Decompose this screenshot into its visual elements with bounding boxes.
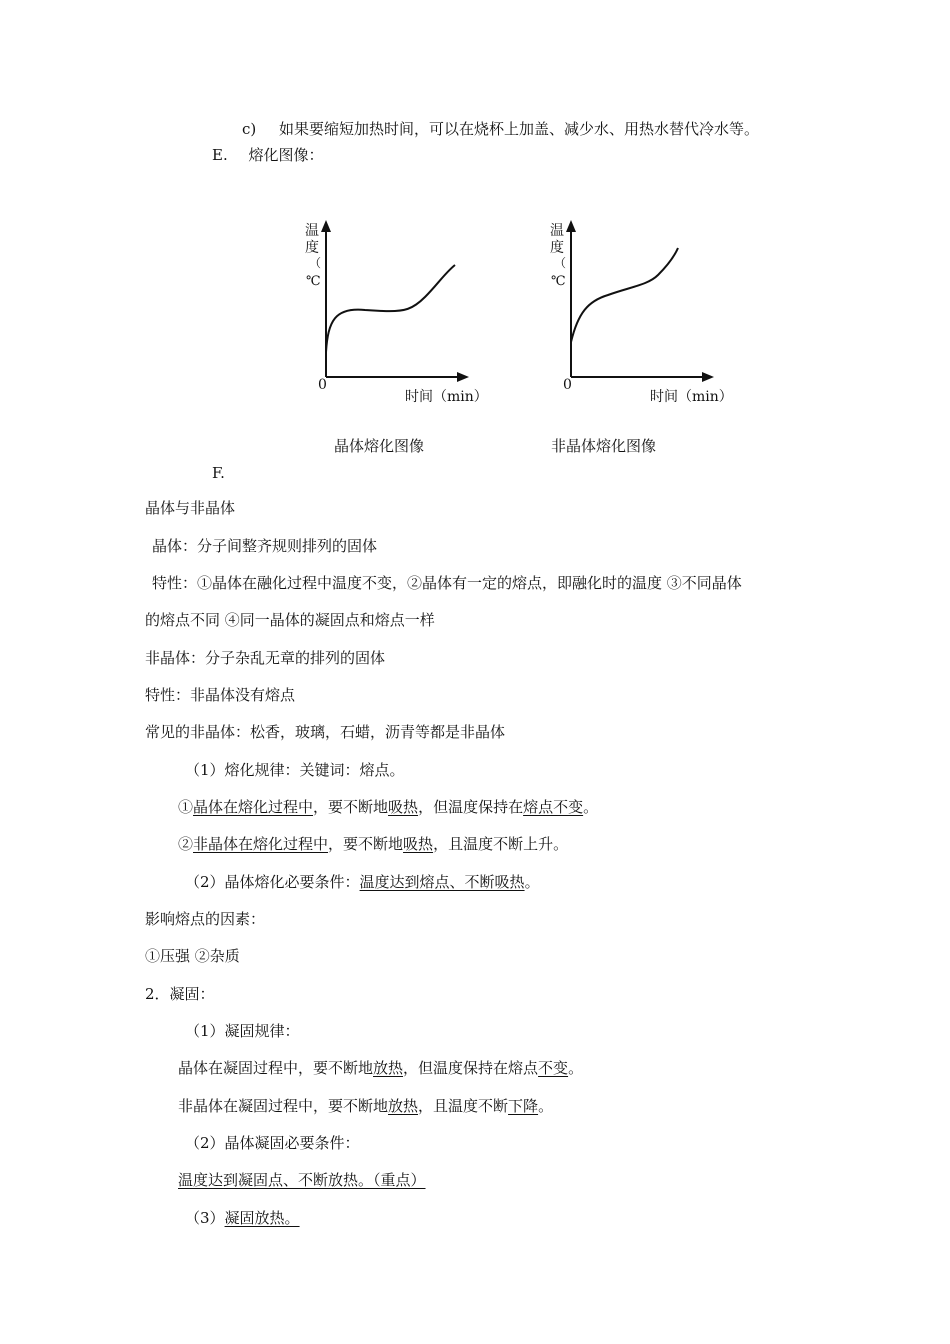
solidification-condition bbox=[178, 1170, 426, 1190]
rule-underlined: 下降 bbox=[508, 1097, 539, 1115]
rule-text: 。 bbox=[524, 873, 540, 891]
ylabel-char: 度 bbox=[305, 240, 319, 256]
origin-label: 0 bbox=[318, 377, 327, 393]
ylabel-char: 温 bbox=[550, 223, 564, 239]
rule-text: ，但温度保持在 bbox=[418, 798, 524, 816]
rule-text: 晶体在凝固过程中，要不断地 bbox=[178, 1059, 374, 1077]
rule-text: 非晶体在凝固过程中，要不断地 bbox=[178, 1097, 389, 1115]
ylabel-char: （ bbox=[309, 256, 322, 270]
rule-underlined: 非晶体在熔化过程中 bbox=[193, 835, 329, 853]
melting-rule-2 bbox=[178, 834, 568, 854]
solidification-rule-2 bbox=[178, 1096, 553, 1116]
y-axis-arrow bbox=[321, 220, 331, 232]
crystal-property-2: 的熔点不同 ④同一晶体的凝固点和熔点一样 bbox=[145, 611, 435, 629]
crystal-caption: 晶体熔化图像 bbox=[334, 437, 425, 455]
ylabel-char: 温 bbox=[305, 223, 319, 239]
rule-text: 。 bbox=[568, 1059, 584, 1077]
ylabel-char: 度 bbox=[550, 240, 564, 256]
rule-text: ，但温度保持在熔点 bbox=[403, 1059, 539, 1077]
amorphous-caption: 非晶体熔化图像 bbox=[551, 437, 657, 455]
rule-text: 。 bbox=[538, 1097, 554, 1115]
solidification-condition-heading: （2）晶体凝固必要条件： bbox=[185, 1134, 360, 1152]
factors-heading: 影响熔点的因素： bbox=[145, 910, 266, 928]
rule-text: （3） bbox=[185, 1209, 225, 1227]
item-marker: c) bbox=[242, 120, 257, 138]
section-title: 晶体与非晶体 bbox=[145, 499, 236, 517]
rule-underlined: 吸热 bbox=[403, 835, 434, 853]
rule-text: ① bbox=[178, 798, 194, 816]
origin-label: 0 bbox=[563, 377, 572, 393]
solidification-heat bbox=[185, 1208, 300, 1228]
common-amorphous: 常见的非晶体：松香，玻璃，石蜡，沥青等都是非晶体 bbox=[145, 723, 506, 741]
rule-text: ，要不断地 bbox=[328, 835, 404, 853]
rule-text: ，要不断地 bbox=[313, 798, 389, 816]
rule-underlined: 吸热 bbox=[388, 798, 419, 816]
melting-rule-1 bbox=[178, 797, 598, 817]
rule-text: ，且温度不断上升。 bbox=[433, 835, 569, 853]
rule-text: （2）晶体熔化必要条件： bbox=[185, 873, 360, 891]
rule-text: 。 bbox=[583, 798, 599, 816]
solidification-rule-heading: （1）凝固规律： bbox=[185, 1022, 300, 1040]
rule-underlined: 放热 bbox=[388, 1097, 419, 1115]
rule-underlined: 不变 bbox=[538, 1059, 569, 1077]
melting-condition bbox=[185, 872, 540, 892]
xlabel: 时间（min） bbox=[405, 389, 488, 405]
solidification-title: 2．凝固： bbox=[145, 985, 215, 1003]
factors-list: ①压强 ②杂质 bbox=[145, 947, 240, 965]
rule-underlined: 凝固放热。 bbox=[224, 1209, 300, 1227]
crystal-definition: 晶体：分子间整齐规则排列的固体 bbox=[152, 537, 378, 555]
ylabel-char: ℃ bbox=[551, 274, 566, 289]
rule-underlined: 温度达到凝固点、不断放热。（重点） bbox=[178, 1171, 426, 1189]
amorphous-property: 特性：非晶体没有熔点 bbox=[145, 686, 296, 704]
rule-text: ② bbox=[178, 835, 194, 853]
y-axis-arrow bbox=[566, 220, 576, 232]
crystal-melting-graph bbox=[295, 215, 495, 410]
item-marker: E. bbox=[212, 146, 228, 164]
ylabel-char: （ bbox=[554, 256, 567, 270]
rule-underlined: 晶体在熔化过程中 bbox=[193, 798, 314, 816]
melting-curve bbox=[571, 248, 678, 342]
ylabel-char: ℃ bbox=[306, 274, 321, 289]
melting-rule-heading: （1）熔化规律：关键词：熔点。 bbox=[185, 761, 405, 779]
solidification-rule-1 bbox=[178, 1058, 583, 1078]
x-axis-arrow bbox=[457, 372, 469, 382]
crystal-property-1: 特性：①晶体在融化过程中温度不变，②晶体有一定的熔点，即融化时的温度 ③不同晶体 bbox=[152, 574, 742, 592]
rule-text: ，且温度不断 bbox=[418, 1097, 509, 1115]
x-axis-arrow bbox=[702, 372, 714, 382]
item-text: 如果要缩短加热时间，可以在烧杯上加盖、减少水、用热水替代冷水等。 bbox=[279, 120, 760, 138]
amorphous-melting-graph bbox=[540, 215, 740, 410]
amorphous-definition: 非晶体：分子杂乱无章的排列的固体 bbox=[145, 649, 386, 667]
rule-underlined: 温度达到熔点、不断吸热 bbox=[359, 873, 525, 891]
list-item-f: F. bbox=[212, 464, 225, 482]
melting-curve bbox=[326, 265, 455, 352]
item-text: 熔化图像： bbox=[248, 146, 324, 164]
xlabel: 时间（min） bbox=[650, 389, 733, 405]
rule-underlined: 放热 bbox=[373, 1059, 404, 1077]
list-item-e bbox=[212, 145, 324, 165]
list-item-c bbox=[242, 119, 759, 139]
rule-underlined: 熔点不变 bbox=[523, 798, 584, 816]
